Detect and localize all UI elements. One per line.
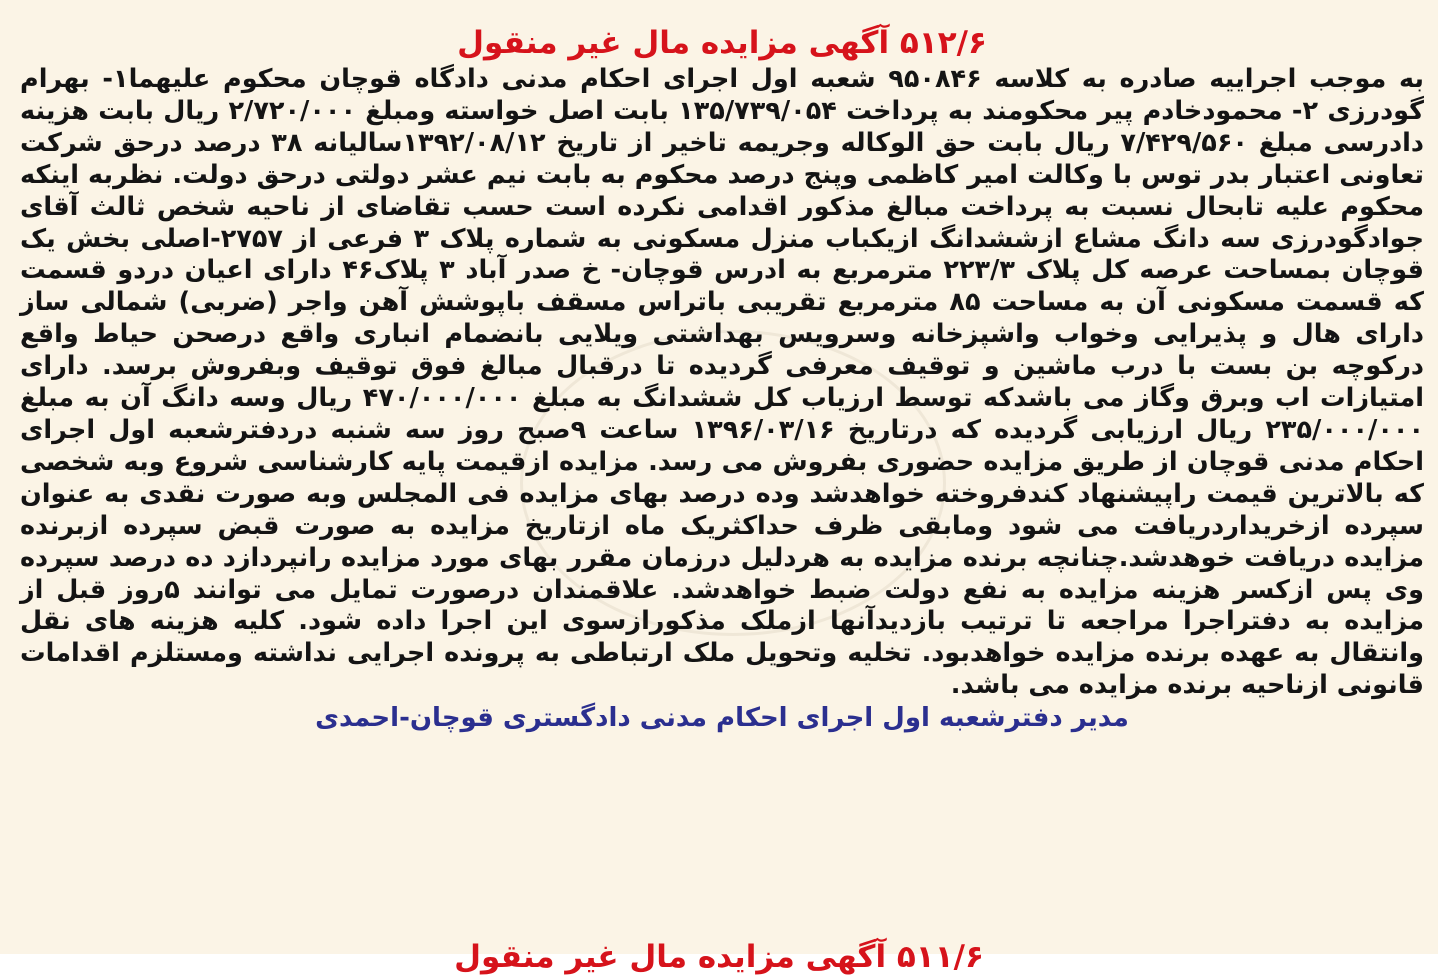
notice-body [20, 64, 1424, 702]
next-notice-title: ۵۱۱/۶ آگهی مزایده مال غیر منقول [454, 939, 984, 975]
notice-body-text: به موجب اجراییه صادره به کلاسه ۹۵۰۸۴۶ شعبه اول اجرای احکام مدنی دادگاه قوچان محکوم علیهما۱- بهرام گودرزی ۲- محمودخادم پیر محکومند به پرداخت ۱۳۵/۷۳۹/۰۵۴ بابت اصل خواسته ومبلغ ۲/۷۲۰/۰۰۰ ریال بابت هزینه دادرسی مبلغ ۷/۴۲۹/۵۶۰ ریال بابت حق الوکاله وجریمه تاخیر از تاریخ ۱۳۹۲/۰۸/۱۲سالیانه ۳۸ درصد درحق شرکت تعاونی اعتبار بدر توس با وکالت امیر کاظمی وپنج درصد محکوم به بابت نیم عشر دولتی درحق دولت. نظربه اینکه محکوم علیه تابحال نسبت به پرداخت مبالغ مذکور اقدامی نکرده است حسب تقاضای از ناحیه شخص ثالث آقای جوادگودرزی سه دانگ مشاع ازششدانگ ازیکباب منزل مسکونی به شماره پلاک ۳ فرعی از ۲۷۵۷-اصلی بخش یک قوچان بمساحت عرصه کل پلاک ۲۲۳/۳ مترمربع به ادرس قوچان- خ صدر آباد ۳ پلاک۴۶ دارای اعیان دردو قسمت که قسمت مسکونی آن به مساحت ۸۵ مترمربع تقریبی باتراس مسقف باپوشش آهن واجر (ضربی) شمالی ساز دارای هال و پذیرایی وخواب واشپزخانه وسرویس بهداشتی ویلایی بانضمام انباری واقع درصحن حیاط واقع درکوچه بن بست با درب ماشین و توقیف معرفی گردیده تا درقبال مبالغ فوق توقیف وبفروش برسد. دارای امتیازات اب وبرق وگاز می باشدکه توسط ارزیاب کل ششدانگ به مبلغ ۴۷۰/۰۰۰/۰۰۰ ریال وسه دانگ آن به مبلغ ۲۳۵/۰۰۰/۰۰۰ ریال ارزیابی گردیده که درتاریخ ۱۳۹۶/۰۳/۱۶ ساعت ۹صبح روز سه شنبه دردفترشعبه اول اجرای احکام مدنی قوچان از طریق مزایده حضوری بفروش می رسد. مزایده ازقیمت پایه کارشناسی شروع وبه شخصی که بالاترین قیمت راپیشنهاد کندفروخته خواهدشد وده درصد بهای مزایده فی المجلس وبه صورت نقدی به عنوان سپرده ازخریداردریافت می شود ومابقی ظرف حداکثریک ماه ازتاریخ مزایده به صورت قبض سپرده ازبرنده مزایده دریافت خوهدشد.چنانچه برنده مزایده به هردلیل درزمان مقرر بهای مورد مزایده رانپردازد ده درصد سپرده وی پس ازکسر هزینه مزایده به نفع دولت ضبط خواهدشد. علاقمندان درصورت تمایل می توانند ۵روز قبل از مزایده به دفتراجرا مراجعه تا ترتیب بازدیدآنها ازملک مذکورازسوی این اجرا داده شود. کلیه هزینه های نقل وانتقال به عهده برنده مزایده خواهدبود. تخلیه وتحویل ملک ارتباطی به پرونده اجرایی نداشته ومستلزم اقدامات قانونی ازناحیه برنده مزایده می باشد. [20, 64, 1425, 701]
notice-signature: مدیر دفترشعبه اول اجرای احکام مدنی دادگستری قوچان-احمدی [315, 703, 1129, 734]
auction-notice [20, 24, 1424, 954]
notice-title: ۵۱۲/۶ آگهی مزایده مال غیر منقول [457, 25, 987, 61]
